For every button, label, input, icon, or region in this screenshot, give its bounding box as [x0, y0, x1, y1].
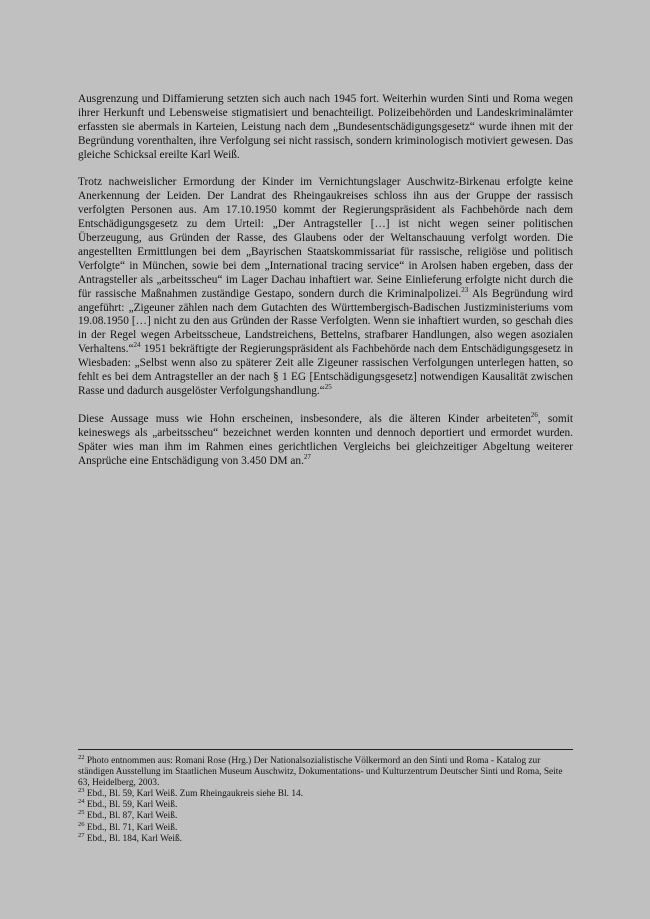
footnote-text: Ebd., Bl. 184, Karl Weiß. — [84, 833, 182, 844]
footnotes — [78, 749, 573, 845]
footnote-divider — [78, 749, 573, 750]
body-text — [78, 93, 573, 468]
paragraph-1 — [78, 93, 573, 163]
footnote-ref-26: 26 — [530, 411, 538, 420]
footnote-27 — [78, 831, 573, 845]
paragraph-3 — [78, 413, 573, 469]
footnote-ref-23: 23 — [461, 285, 469, 294]
footnote-24 — [78, 800, 573, 811]
paragraph-2-text-c: 1951 bekräftigte der Regierungspräsident als Fachbehörde nach dem Entschädigungsgesetz in Wiesbaden: „Selbst wenn also zu späterer Zeit alle Zigeuner rassischen Verfolgungen unterlegen hatten, so fehlt es bei dem Antragsteller an der nach § 1 EG [Entschädigungsgesetz] notwendigen Kausalität zwischen Rasse und dadurch ausgelöster Verfolgungshandlung.“ — [78, 343, 573, 398]
footnote-number: 27 — [78, 831, 85, 839]
footnote-text: Photo entnommen aus: Romani Rose (Hrg.) Der Nationalsozialistische Völkermord an den Sinti und Roma - Katalog zur ständigen Ausstellung im Staatlichen Museum Auschwitz, Dokumentations- und Kulturzentrum Deutscher Sinti und Roma, Seite 63, Heidelberg, 2003. — [78, 756, 563, 789]
footnote-22 — [78, 753, 573, 789]
paragraph-2 — [78, 176, 573, 399]
footnote-text: Ebd., Bl. 59, Karl Weiß. — [84, 800, 178, 811]
paragraph-2-text-a: Trotz nachweislicher Ermordung der Kinder im Vernichtungslager Auschwitz-Birkenau erfolgte keine Anerkennung der Leiden. Der Landrat des Rheingaukreises schloss ihn aus der Gruppe der rassisch verfolgten Personen aus. Am 17.10.1950 kommt der Regierungspräsident als Fachbehörde nach dem Entschädigungsgesetz zu dem Urteil: „Der Antragsteller […] ist nicht wegen seiner politischen Überzeugung, aus Gründen der Rasse, des Glaubens oder der Weltanschauung verfolgt worden. Die angestellten Ermittlungen bei dem „Bayrischen Staatskommissariat für rassische, religiöse und politisch Verfolgte“ in München, sowie bei dem „International tracing service“ in Arolsen haben ergeben, dass der Antragsteller als „arbeitsscheu“ im Lager Dachau inhaftiert war. Seine Einlieferung erfolgte nicht durch die für rassische Maßnahmen zuständige Gestapo, sondern durch die Kriminalpolizei. — [78, 176, 573, 300]
footnote-number: 25 — [78, 809, 85, 817]
paragraph-2-text-b: Als Begründung wird angeführt: „Zigeuner zählen nach dem Gutachten des Württembergisch-Badischen Justizministeriums vom 19.08.1950 […] nicht zu den aus Gründen der Rasse Verfolgten. Wenn sie inhaftiert wurden, so geschah dies in der Regel wegen Arbeitsscheue, Landstreichens, Bettelns, strafbarer Handlungen, also wegen asozialen Verhaltens.“ — [78, 287, 573, 356]
paragraph-3-text-b: , somit keineswegs als „arbeitsscheu“ bezeichnet werden konnten und dennoch deportiert und ermordet wurden. Später wies man ihm im Rahmen eines gerichtlichen Vergleichs bei gleichzeitiger Abgeltung weiterer Ansprüche eine Entschädigung von 3.450 DM an. — [78, 412, 573, 467]
paragraph-1-text: Ausgrenzung und Diffamierung setzten sich auch nach 1945 fort. Weiterhin wurden Sinti und Roma wegen ihrer Herkunft und Lebensweise stigmatisiert und benachteiligt. Polizeibehörden und Landeskriminalämter erfassten sie abermals in Karteien, Leistung nach dem „Bundesentschädigungsgesetz“ wurde ihnen mit der Begründung vorenthalten, ihre Verfolgung sei nicht rassisch, sondern kriminologisch motiviert gewesen. Das gleiche Schicksal ereilte Karl Weiß. — [78, 93, 573, 161]
footnote-number: 24 — [78, 798, 85, 806]
footnote-number: 22 — [78, 753, 85, 761]
footnote-25 — [78, 811, 573, 822]
footnote-ref-25: 25 — [324, 383, 332, 392]
footnote-number: 26 — [78, 820, 85, 828]
footnote-23 — [78, 789, 573, 800]
footnote-ref-24: 24 — [133, 341, 141, 350]
footnote-text: Ebd., Bl. 87, Karl Weiß. — [84, 811, 178, 822]
footnote-26 — [78, 820, 573, 834]
footnote-number: 23 — [78, 787, 85, 795]
footnote-text: Ebd., Bl. 71, Karl Weiß. — [84, 822, 178, 833]
footnote-text: Ebd., Bl. 59, Karl Weiß. Zum Rheingaukreis siehe Bl. 14. — [84, 789, 304, 800]
paragraph-3-text-a: Diese Aussage muss wie Hohn erscheinen, insbesondere, als die älteren Kinder arbeiteten — [78, 412, 531, 425]
footnote-ref-27: 27 — [303, 452, 311, 461]
